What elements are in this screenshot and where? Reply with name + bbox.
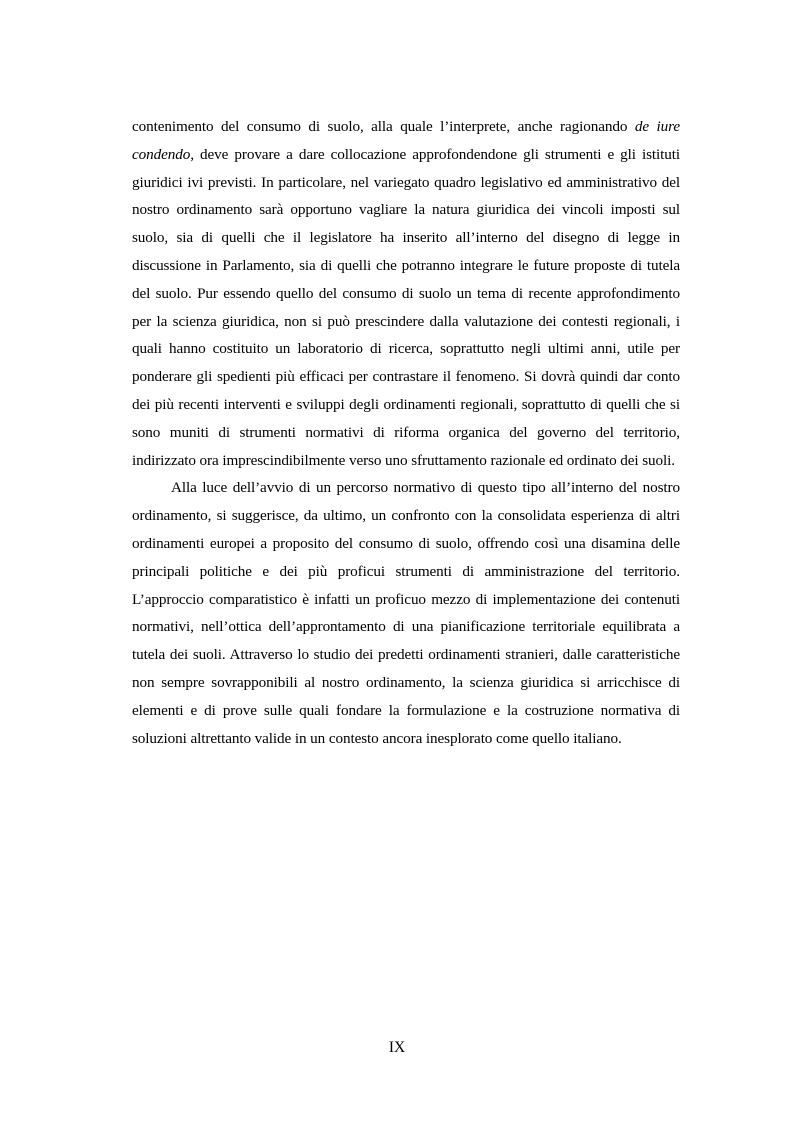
paragraph-2-segment-1: Alla luce dell’avvio di un percorso normativo di questo tipo all’interno del nostro ordinamento, si suggerisce, da ultimo, un confronto con la consolidata esperienza di altri ordinamenti europei a proposito del consumo di suolo, offrendo così una disamina delle principali politiche e dei più proficui strumenti di amministrazione del territorio. L’approccio comparatistico è infatti un proficuo mezzo di implementazione dei contenuti normativi, nell’ottica dell’approntamento di una pianificazione territoriale equilibrata a tutela dei suoli. Attraverso lo studio dei predetti ordinamenti stranieri, dalle caratteristiche non sempre sovrapponibili al nostro ordinamento, la scienza giuridica si arricchisce di elementi e di prove sulle quali fondare la formulazione e la costruzione normativa di soluzioni altrettanto valide in un contesto ancora inesplorato come quello italiano. xyxy=(132,479,680,747)
paragraph-1-italic-phrase: de iure condendo, xyxy=(132,118,680,163)
paragraph-2 xyxy=(132,474,680,752)
body-text xyxy=(132,113,680,752)
paragraph-1-segment-1: contenimento del consumo di suolo, alla quale l’interprete, anche ragionando xyxy=(132,118,635,135)
paragraph-1-segment-3: deve provare a dare collocazione approfondendone gli strumenti e gli istituti giuridici ivi previsti. In particolare, nel variegato quadro legislativo ed amministrativo del nostro ordinamento sarà opportuno vagliare la natura giuridica dei vincoli imposti sul suolo, sia di quelli che il legislatore ha inserito all’interno del disegno di legge in discussione in Parlamento, sia di quelli che potranno integrare le future proposte di tutela del suolo. Pur essendo quello del consumo di suolo un tema di recente approfondimento per la scienza giuridica, non si può prescindere dalla valutazione dei contesti regionali, i quali hanno costituito un laboratorio di ricerca, soprattutto negli ultimi anni, utile per ponderare gli spedienti più efficaci per contrastare il fenomeno. Si dovrà quindi dar conto dei più recenti interventi e sviluppi degli ordinamenti regionali, soprattutto di quelli che si sono muniti di strumenti normativi di riforma organica del governo del territorio, indirizzato ora imprescindibilmente verso uno sfruttamento razionale ed ordinato dei suoli. xyxy=(132,145,680,469)
page-number: IX xyxy=(388,1039,406,1056)
paragraph-1 xyxy=(132,113,680,474)
